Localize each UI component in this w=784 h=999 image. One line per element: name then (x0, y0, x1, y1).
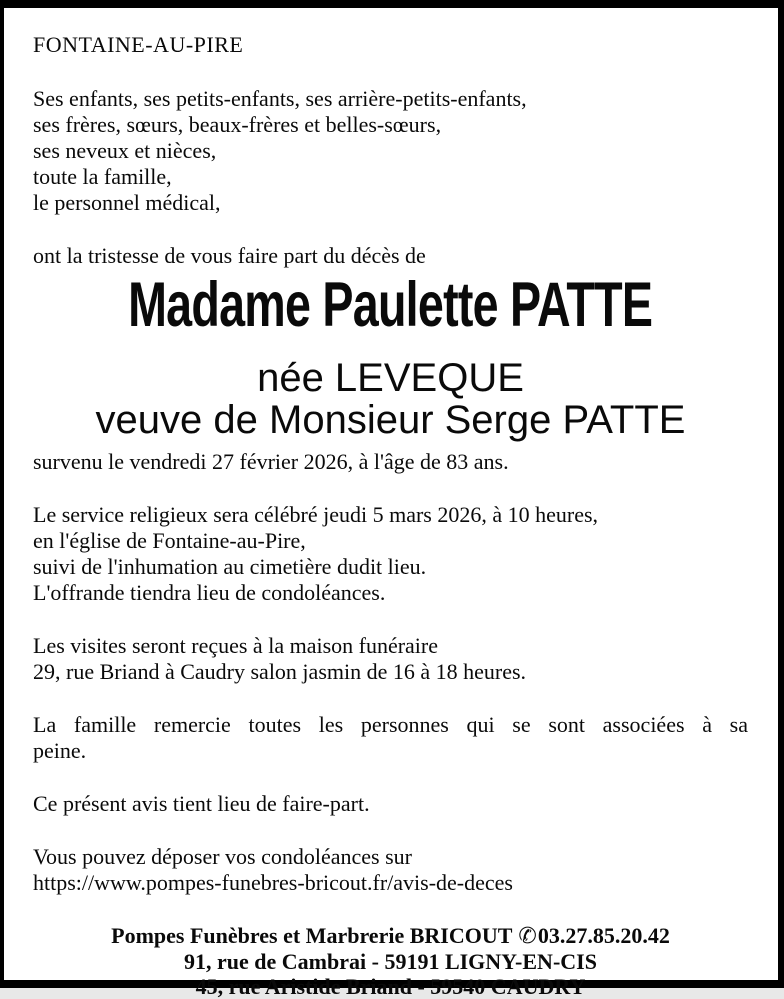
deceased-name-row (33, 270, 748, 351)
funeral-home-footer (33, 923, 748, 999)
relatives-line: ses frères, sœurs, beaux-frères et belles-sœurs, (33, 112, 442, 137)
relatives-block (33, 86, 748, 216)
phone-icon: ✆ (518, 924, 537, 949)
condolences-url-link[interactable]: https://www.pompes-funebres-bricout.fr/avis-de-deces (33, 870, 513, 895)
condolences-block (33, 844, 748, 896)
address-line-caudry: 45, rue Aristide Briand - 59540 CAUDRY (195, 974, 586, 999)
deceased-header (33, 270, 748, 442)
condolences-intro-line: Vous pouvez déposer vos condoléances sur (33, 844, 413, 869)
relatives-line: le personnel médical, (33, 190, 221, 215)
service-line: Le service religieux sera célébré jeudi 5 mars 2026, à 10 heures, (33, 502, 599, 527)
phone-number: 03.27.85.20.42 (537, 923, 670, 948)
deceased-name: Madame Paulette PATTE (128, 270, 653, 340)
relatives-line: ses neveux et nièces, (33, 138, 217, 163)
service-line: L'offrande tiendra lieu de condoléances. (33, 580, 386, 605)
relatives-line: toute la famille, (33, 164, 172, 189)
funeral-home-line (33, 923, 748, 949)
faire-part-block (33, 791, 748, 817)
death-details-line: survenu le vendredi 27 février 2026, à l'âge de 83 ans. (33, 449, 509, 474)
relatives-line: Ses enfants, ses petits-enfants, ses arrière-petits-enfants, (33, 86, 527, 111)
thanks-block (33, 712, 748, 764)
service-line: suivi de l'inhumation au cimetière dudit lieu. (33, 554, 427, 579)
service-block (33, 502, 748, 606)
visits-line: 29, rue Briand à Caudry salon jasmin de 16 à 18 heures. (33, 659, 527, 684)
thanks-line-end: peine. (33, 738, 87, 763)
announcement-line: ont la tristesse de vous faire part du décès de (33, 243, 426, 268)
visits-line: Les visites seront reçues à la maison funéraire (33, 633, 439, 658)
company-name: Pompes Funèbres et Marbrerie BRICOUT (111, 923, 513, 948)
address-line-ligny: 91, rue de Cambrai - 59191 LIGNY-EN-CIS (184, 949, 597, 974)
maiden-name-line: née LEVEQUE (257, 356, 524, 400)
notice-sheet (4, 8, 778, 999)
faire-part-line: Ce présent avis tient lieu de faire-part. (33, 791, 370, 816)
visits-block (33, 633, 748, 685)
service-line: en l'église de Fontaine-au-Pire, (33, 528, 306, 553)
widow-line: veuve de Monsieur Serge PATTE (95, 398, 686, 442)
thanks-line-justified: La famille remercie toutes les personnes qui se sont associées à sa (33, 712, 748, 737)
city-header: FONTAINE-AU-PIRE (33, 32, 244, 57)
